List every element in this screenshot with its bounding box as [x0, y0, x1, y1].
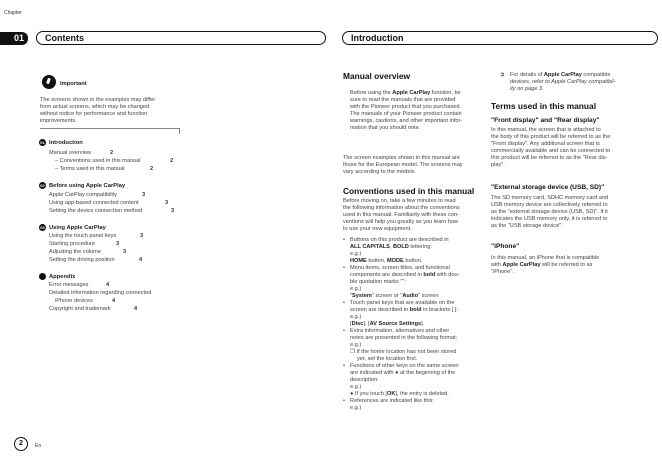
important-text: The screens shown in the examples may differ from actual screens, which may be changed without notice for performance and function improvements. — [40, 97, 156, 124]
term-front-rear-text: In this manual, the screen that is attached to the body of this product will be referred to as the "Front display". Any additional screen that is commercially available and can be connected to this product will be referred to as the "Rear dis- play". — [491, 127, 611, 168]
toc-item[interactable]: iPhone devices 4 — [55, 298, 116, 304]
toc-item[interactable]: Using app-based connected content 3 — [49, 200, 169, 206]
toc-item[interactable]: Manual overview 2 — [49, 150, 114, 156]
toc-item[interactable]: Starting procedure 3 — [49, 241, 120, 247]
toc-item[interactable]: Setting the device connection method 3 — [49, 208, 175, 214]
toc-item[interactable]: Error messages 4 — [49, 282, 110, 288]
page-number: 2 — [14, 437, 28, 451]
toc-section-1-bullet: 01 — [40, 140, 45, 145]
term-iphone-text: In this manual, an iPhone that is compatible with Apple CarPlay will be referred to as "iPhone". — [491, 255, 600, 275]
introduction-header: Introduction — [342, 31, 658, 45]
divider-tick — [179, 128, 180, 134]
manual-overview-examples: The screen examples shown in this manual are those for the European model. The screens may vary according to the models. — [343, 155, 463, 175]
reference-note: ➲ For details of Apple CarPlay compatible devices, refer to Apple CarPlay compatibil- ity on page 3. — [500, 72, 616, 92]
toc-item[interactable]: Detailed information regarding connected — [49, 290, 152, 296]
toc-item[interactable]: Apple CarPlay compatibility 3 — [49, 192, 146, 198]
language-label: En — [35, 443, 42, 449]
toc-item[interactable]: Copyright and trademark 4 — [49, 306, 138, 312]
term-iphone-heading: "iPhone" — [491, 243, 520, 250]
important-hand-icon — [42, 75, 56, 89]
toc-item[interactable]: Adjusting the volume 3 — [49, 249, 127, 255]
conventions-heading: Conventions used in this manual — [343, 186, 475, 196]
toc-section-3-title[interactable]: Using Apple CarPlay — [49, 225, 106, 231]
contents-header: Contents — [36, 31, 326, 45]
toc-section-2-title[interactable]: Before using Apple CarPlay — [49, 183, 126, 189]
term-front-rear-heading: "Front display" and "Rear display" — [491, 117, 600, 124]
toc-item[interactable]: – Terms used in this manual 2 — [55, 166, 154, 172]
manual-overview-intro: Before using the Apple CarPlay function, be sure to read the manuals that are provided with the Pioneer product that you purchased. The manuals of your Pioneer product contain warnings, cautions, and other important infor- mation that you should note. — [350, 90, 463, 131]
chapter-number: 01 — [0, 32, 28, 45]
term-storage-heading: "External storage device (USB, SD)" — [491, 184, 605, 191]
conventions-intro: Before moving on, take a few minutes to read the following information about the conventions used in this manual. Familiarity with these con- ventions will help you greatly as you learn how to use your new equipment. — [343, 198, 460, 232]
conventions-list: • Buttons on this product are described in ALL CAPITALS, BOLD lettering: e.g.) HOME button, MODE button. • Menu items, screen titles, and functional components are described in bold with dou- ble quotation marks "": e.g.) "System" screen or "Audio" screen • Touch panel keys that are available on the screen are described in bold in brackets [ ]: e.g.) [Disc], [AV Source Settings]. • Extra information, alternatives and other notes are presented in the following format: e.g.) ❒ If the home location has not been stored yet, set the location first. • Functions of other keys on the same screen are indicated with ● at the beginning of the description: e.g.) ● If you touch [OK], the entry is deleted. • References are indicated like this: e.g.) — [343, 237, 491, 412]
toc-item[interactable]: Setting the driving position 4 — [49, 257, 143, 263]
manual-overview-heading: Manual overview — [343, 71, 411, 81]
toc-item[interactable]: Using the touch panel keys 3 — [49, 233, 144, 239]
toc-section-1-title[interactable]: Introduction — [49, 140, 83, 146]
important-title: Important — [60, 81, 87, 87]
toc-section-2-bullet: 02 — [40, 183, 45, 188]
term-storage-text: The SD memory card, SDHC memory card and USB memory device are collectively referred to as the "external storage device (USB, SD)". If it indicates the USB memory only, it is referred to as the "USB storage device". — [491, 195, 609, 229]
terms-heading: Terms used in this manual — [491, 101, 597, 111]
toc-item[interactable]: – Conventions used in this manual 2 — [55, 158, 174, 164]
toc-appendix-bullet — [39, 273, 46, 280]
reference-arrow-icon: ➲ — [500, 72, 505, 78]
chapter-label: Chapter — [4, 10, 22, 16]
divider — [40, 128, 180, 129]
toc-section-3-bullet: 03 — [40, 225, 45, 230]
toc-appendix-title[interactable]: Appendix — [49, 274, 76, 280]
